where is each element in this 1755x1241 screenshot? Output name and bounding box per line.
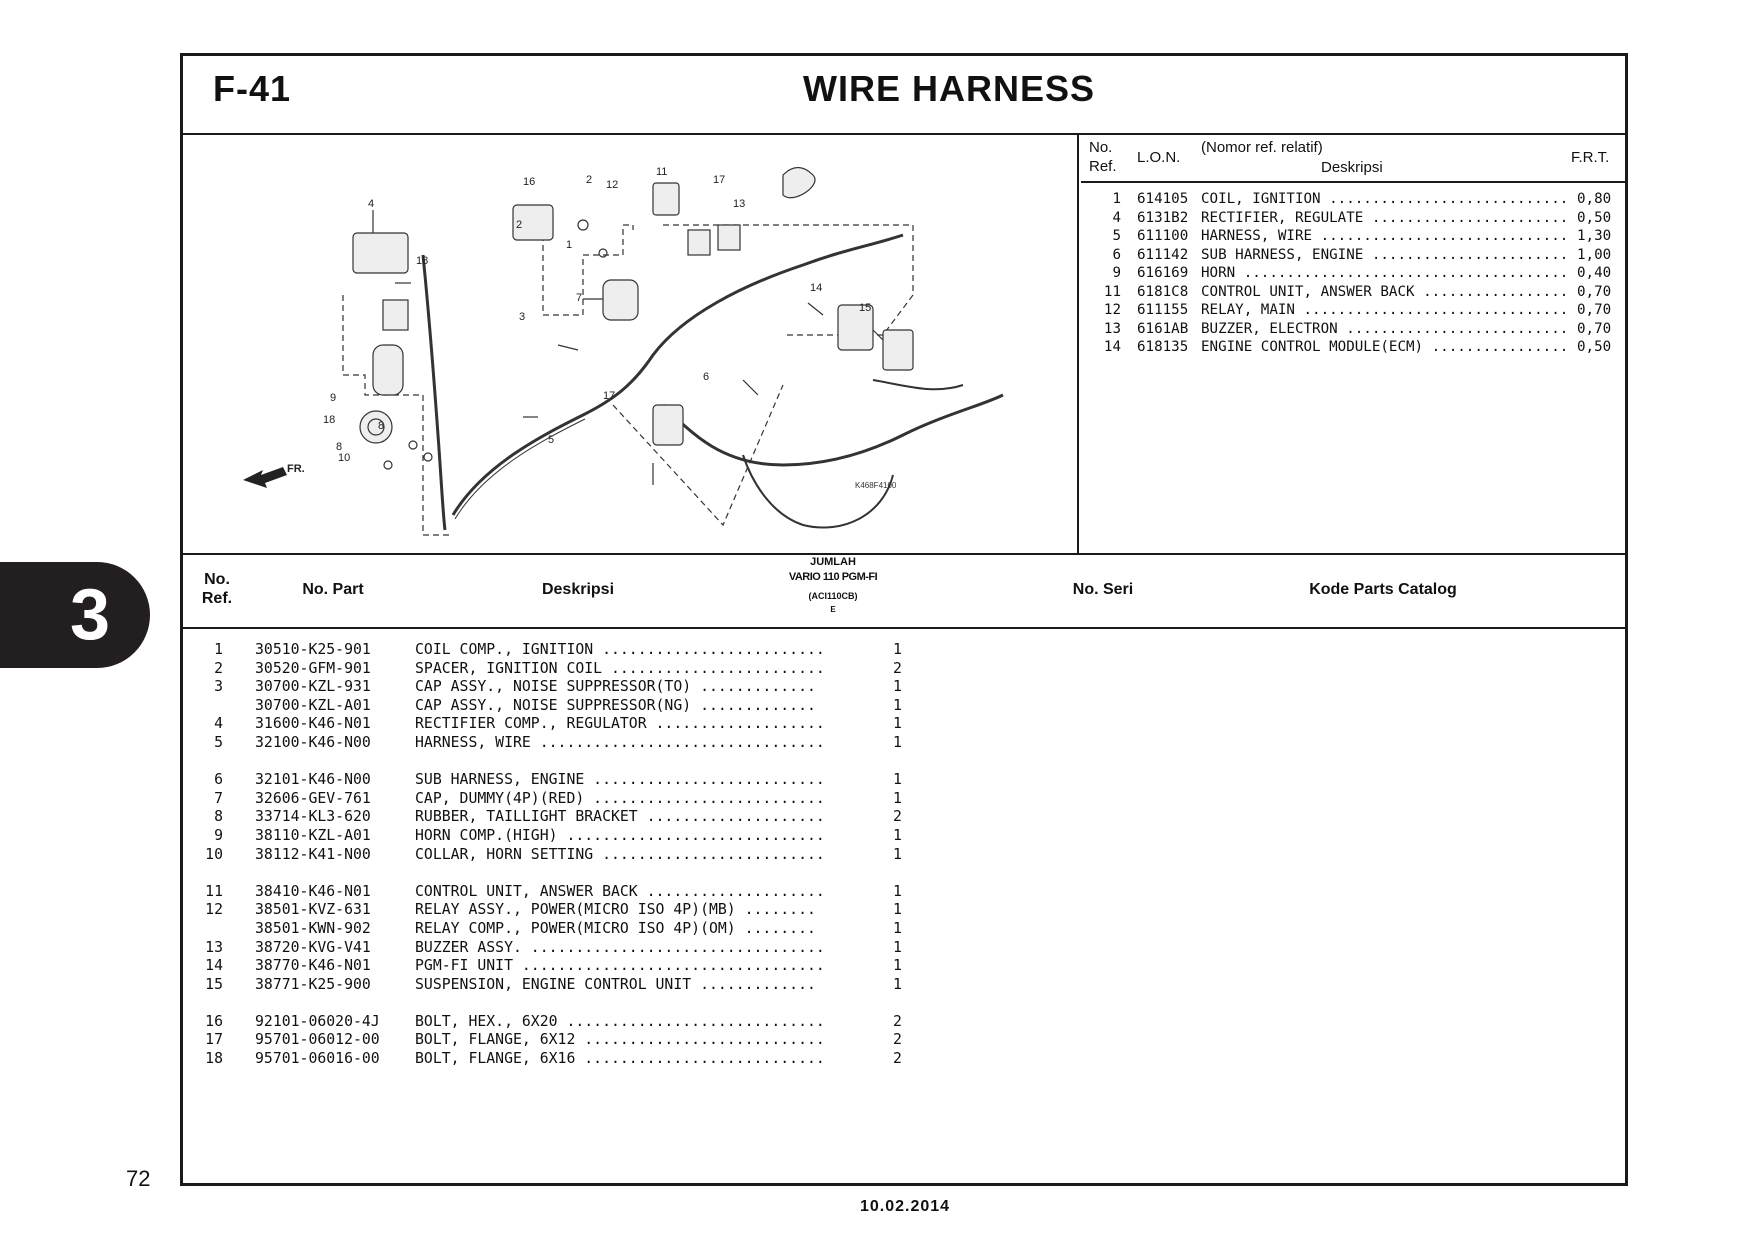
header-nomor: (Nomor ref. relatif) [1201,139,1323,156]
part-description: BUZZER ASSY. ................................. [415,938,825,956]
callout: 17 [603,390,616,402]
part-ref: 11 [205,882,223,900]
part-number: 30700-KZL-931 [255,678,371,696]
part-quantity: 1 [893,957,902,975]
parts-row [183,920,1625,939]
diagram-code: K468F4100 [855,481,897,490]
frt-row [1081,321,1625,340]
frt-lon: 6161AB [1137,320,1189,337]
frt-ref: 14 [1103,339,1121,355]
part-number: 38501-KVZ-631 [255,901,371,919]
frt-row [1081,210,1625,229]
frt-ref: 4 [1112,209,1121,226]
frt-ref: 1 [1112,191,1121,207]
frt-row [1081,302,1625,321]
callout: 18 [416,255,429,267]
part-ref: 6 [214,771,223,789]
part-description: SUB HARNESS, ENGINE .......................... [415,771,825,789]
frt-value: 1,30 [1577,228,1612,244]
callout: 3 [519,311,526,323]
callout: 2 [516,219,523,231]
callout: 11 [656,166,668,178]
section-title: WIRE HARNESS [802,68,1096,109]
parts-row [183,846,1625,865]
part-ref: 13 [205,938,223,956]
part-description: SPACER, IGNITION COIL ........................ [415,659,825,677]
frt-desc: ENGINE CONTROL MODULE(ECM) ................ [1201,339,1569,355]
part-description: CAP, DUMMY(4P)(RED) .......................... [415,789,825,807]
frt-ref: 6 [1112,246,1121,263]
catalog-frame [180,53,1628,1186]
col-model: VARIO 110 PGM-FI [788,571,878,583]
section-code: F-41 [213,68,292,109]
part-description: PGM-FI UNIT .................................. [415,957,825,975]
header-deskripsi: Deskripsi [1321,159,1383,176]
part-ref: 14 [205,957,223,975]
col-no-seri: No. Seri [1072,581,1134,598]
col-ref: Ref. [201,590,233,607]
frt-ref: 11 [1103,283,1121,300]
part-quantity: 1 [893,641,902,658]
part-ref: 12 [205,901,223,919]
callout: 12 [606,179,619,191]
frt-row [1081,339,1625,358]
frt-row [1081,265,1625,284]
parts-row [183,660,1625,679]
part-quantity: 1 [893,715,902,733]
parts-row [183,976,1625,995]
frt-desc: CONTROL UNIT, ANSWER BACK ................. [1201,283,1569,300]
callout: 15 [859,302,872,314]
parts-table-body [183,641,1625,1069]
col-no: No. [204,571,230,588]
frt-value: 0,50 [1577,339,1612,355]
part-number: 38771-K25-900 [255,975,371,993]
part-description: RECTIFIER COMP., REGULATOR ................... [415,715,825,733]
frt-value: 0,70 [1577,302,1612,318]
wire-harness-drawing [183,135,1077,551]
part-quantity: 1 [893,826,902,844]
frt-value: 0,70 [1577,283,1612,300]
frt-value: 0,70 [1577,320,1612,337]
frt-table [1081,135,1625,553]
part-number: 32606-GEV-761 [255,789,371,807]
part-description: BOLT, HEX., 6X20 ............................. [415,1012,825,1030]
callout: 8 [336,441,343,453]
parts-row [183,827,1625,846]
part-ref: 9 [214,826,223,844]
frt-table-body [1081,191,1625,358]
callout: 14 [810,282,823,294]
part-number: 38410-K46-N01 [255,882,371,900]
part-description: BOLT, FLANGE, 6X16 ........................... [415,1050,825,1068]
part-number: 32100-K46-N00 [255,733,371,751]
exploded-diagram [183,135,1079,553]
frt-lon: 611142 [1137,246,1189,263]
part-number: 33714-KL3-620 [255,808,371,826]
parts-row [183,678,1625,697]
col-no-part: No. Part [302,581,364,598]
part-ref: 7 [214,789,223,807]
part-ref: 15 [205,975,223,993]
callout: 8 [378,420,385,432]
callout: 6 [703,371,710,383]
part-number: 30700-KZL-A01 [255,696,371,714]
frt-table-header [1081,135,1625,183]
part-number: 38770-K46-N01 [255,957,371,975]
part-quantity: 2 [893,1050,902,1068]
part-description: HORN COMP.(HIGH) ............................. [415,826,825,844]
page-number: 72 [126,1166,151,1191]
part-ref: 16 [205,1012,223,1030]
part-ref: 10 [205,845,223,863]
frt-ref: 13 [1103,320,1121,337]
col-kode: Kode Parts Catalog [1309,581,1457,598]
frt-lon: 616169 [1137,265,1189,281]
part-ref: 3 [214,678,223,696]
header-ref: Ref. [1089,158,1117,175]
part-number: 95701-06012-00 [255,1031,380,1049]
frt-value: 0,40 [1577,265,1612,281]
part-ref: 8 [214,808,223,826]
part-ref: 5 [214,733,223,751]
part-quantity: 2 [893,659,902,677]
part-number: 38112-K41-N00 [255,845,371,863]
part-number: 92101-06020-4J [255,1012,380,1030]
part-description: CAP ASSY., NOISE SUPPRESSOR(TO) ............. [415,678,816,696]
header-frt: F.R.T. [1571,149,1610,166]
part-quantity: 1 [893,733,902,751]
callout: 17 [713,174,726,186]
part-ref: 18 [205,1050,223,1068]
part-number: 38110-KZL-A01 [255,826,371,844]
frt-desc: HARNESS, WIRE ............................. [1201,228,1569,244]
part-quantity: 1 [893,882,902,900]
part-quantity: 1 [893,919,902,937]
callout: 1 [566,239,573,251]
parts-row [183,808,1625,827]
parts-row [183,901,1625,920]
part-description: COLLAR, HORN SETTING ......................... [415,845,825,863]
callout: 4 [368,198,375,210]
part-quantity: 1 [893,938,902,956]
col-model-code: (ACI110CB) [808,591,858,601]
frt-desc: SUB HARNESS, ENGINE ....................... [1201,246,1569,263]
frt-lon: 614105 [1137,191,1189,207]
table-top-divider [183,553,1625,555]
part-quantity: 1 [893,696,902,714]
part-quantity: 2 [893,1031,902,1049]
table-header-divider [183,627,1625,629]
frt-desc: HORN ...................................... [1201,265,1569,281]
parts-row [183,641,1625,660]
frt-ref: 9 [1112,265,1121,281]
part-ref: 2 [214,659,223,677]
part-description: CAP ASSY., NOISE SUPPRESSOR(NG) ............. [415,696,816,714]
chapter-tab: 3 [0,562,150,668]
part-number: 31600-K46-N01 [255,715,371,733]
callout: 9 [330,392,337,404]
callout: 16 [523,176,536,188]
frt-lon: 6131B2 [1137,209,1189,226]
frt-lon: 611100 [1137,228,1189,244]
part-quantity: 2 [893,808,902,826]
frt-value: 1,00 [1577,246,1612,263]
part-quantity: 2 [893,1012,902,1030]
part-description: RELAY ASSY., POWER(MICRO ISO 4P)(MB) ........ [415,901,816,919]
frt-row [1081,191,1625,210]
parts-row [183,1050,1625,1069]
part-quantity: 1 [893,678,902,696]
frt-value: 0,80 [1577,191,1612,207]
part-quantity: 1 [893,789,902,807]
parts-row [183,957,1625,976]
frt-desc: RELAY, MAIN ............................... [1201,302,1569,318]
header-lon: L.O.N. [1137,149,1181,166]
frt-ref: 5 [1112,228,1121,244]
frt-row [1081,247,1625,266]
frt-lon: 618135 [1137,339,1189,355]
part-description: CONTROL UNIT, ANSWER BACK .................... [415,882,825,900]
frt-desc: BUZZER, ELECTRON .......................... [1201,320,1569,337]
parts-row [183,1031,1625,1050]
part-ref: 1 [214,641,223,658]
callout: 5 [548,434,555,446]
part-description: RUBBER, TAILLIGHT BRACKET .................... [415,808,825,826]
col-variant: E [830,605,836,614]
parts-row [183,771,1625,790]
parts-row [183,1013,1625,1032]
frt-desc: COIL, IGNITION ............................ [1201,191,1569,207]
frt-row [1081,284,1625,303]
callout: 18 [323,414,336,426]
parts-row [183,734,1625,753]
part-quantity: 1 [893,901,902,919]
part-number: 38720-KVG-V41 [255,938,371,956]
part-description: HARNESS, WIRE ................................ [415,733,825,751]
callout: 2 [586,174,593,186]
part-quantity: 1 [893,975,902,993]
print-date: 10.02.2014 [859,1198,951,1215]
part-ref: 4 [214,715,223,733]
part-number: 95701-06016-00 [255,1050,380,1068]
parts-row [183,883,1625,902]
parts-row [183,939,1625,958]
part-number: 30520-GFM-901 [255,659,371,677]
parts-row [183,790,1625,809]
frt-value: 0,50 [1577,209,1612,226]
part-quantity: 1 [893,845,902,863]
part-ref: 17 [205,1031,223,1049]
front-label: FR. [287,463,305,475]
part-description: SUSPENSION, ENGINE CONTROL UNIT ............. [415,975,816,993]
col-jumlah: JUMLAH [810,556,856,568]
part-description: RELAY COMP., POWER(MICRO ISO 4P)(OM) ........ [415,919,816,937]
part-quantity: 1 [893,771,902,789]
part-description: COIL COMP., IGNITION ......................... [415,641,825,658]
frt-row [1081,228,1625,247]
col-deskripsi: Deskripsi [541,581,615,598]
callout: 7 [576,292,583,304]
frt-desc: RECTIFIER, REGULATE ....................... [1201,209,1569,226]
part-description: BOLT, FLANGE, 6X12 ........................... [415,1031,825,1049]
part-number: 38501-KWN-902 [255,919,371,937]
callout: 10 [338,452,351,464]
part-number: 30510-K25-901 [255,641,371,658]
parts-row [183,715,1625,734]
frt-ref: 12 [1103,302,1121,318]
header-no: No. [1089,139,1113,156]
callout: 13 [733,198,746,210]
parts-row [183,697,1625,716]
frt-lon: 6181C8 [1137,283,1189,300]
front-arrow-icon [243,467,287,488]
frt-lon: 611155 [1137,302,1189,318]
part-number: 32101-K46-N00 [255,771,371,789]
